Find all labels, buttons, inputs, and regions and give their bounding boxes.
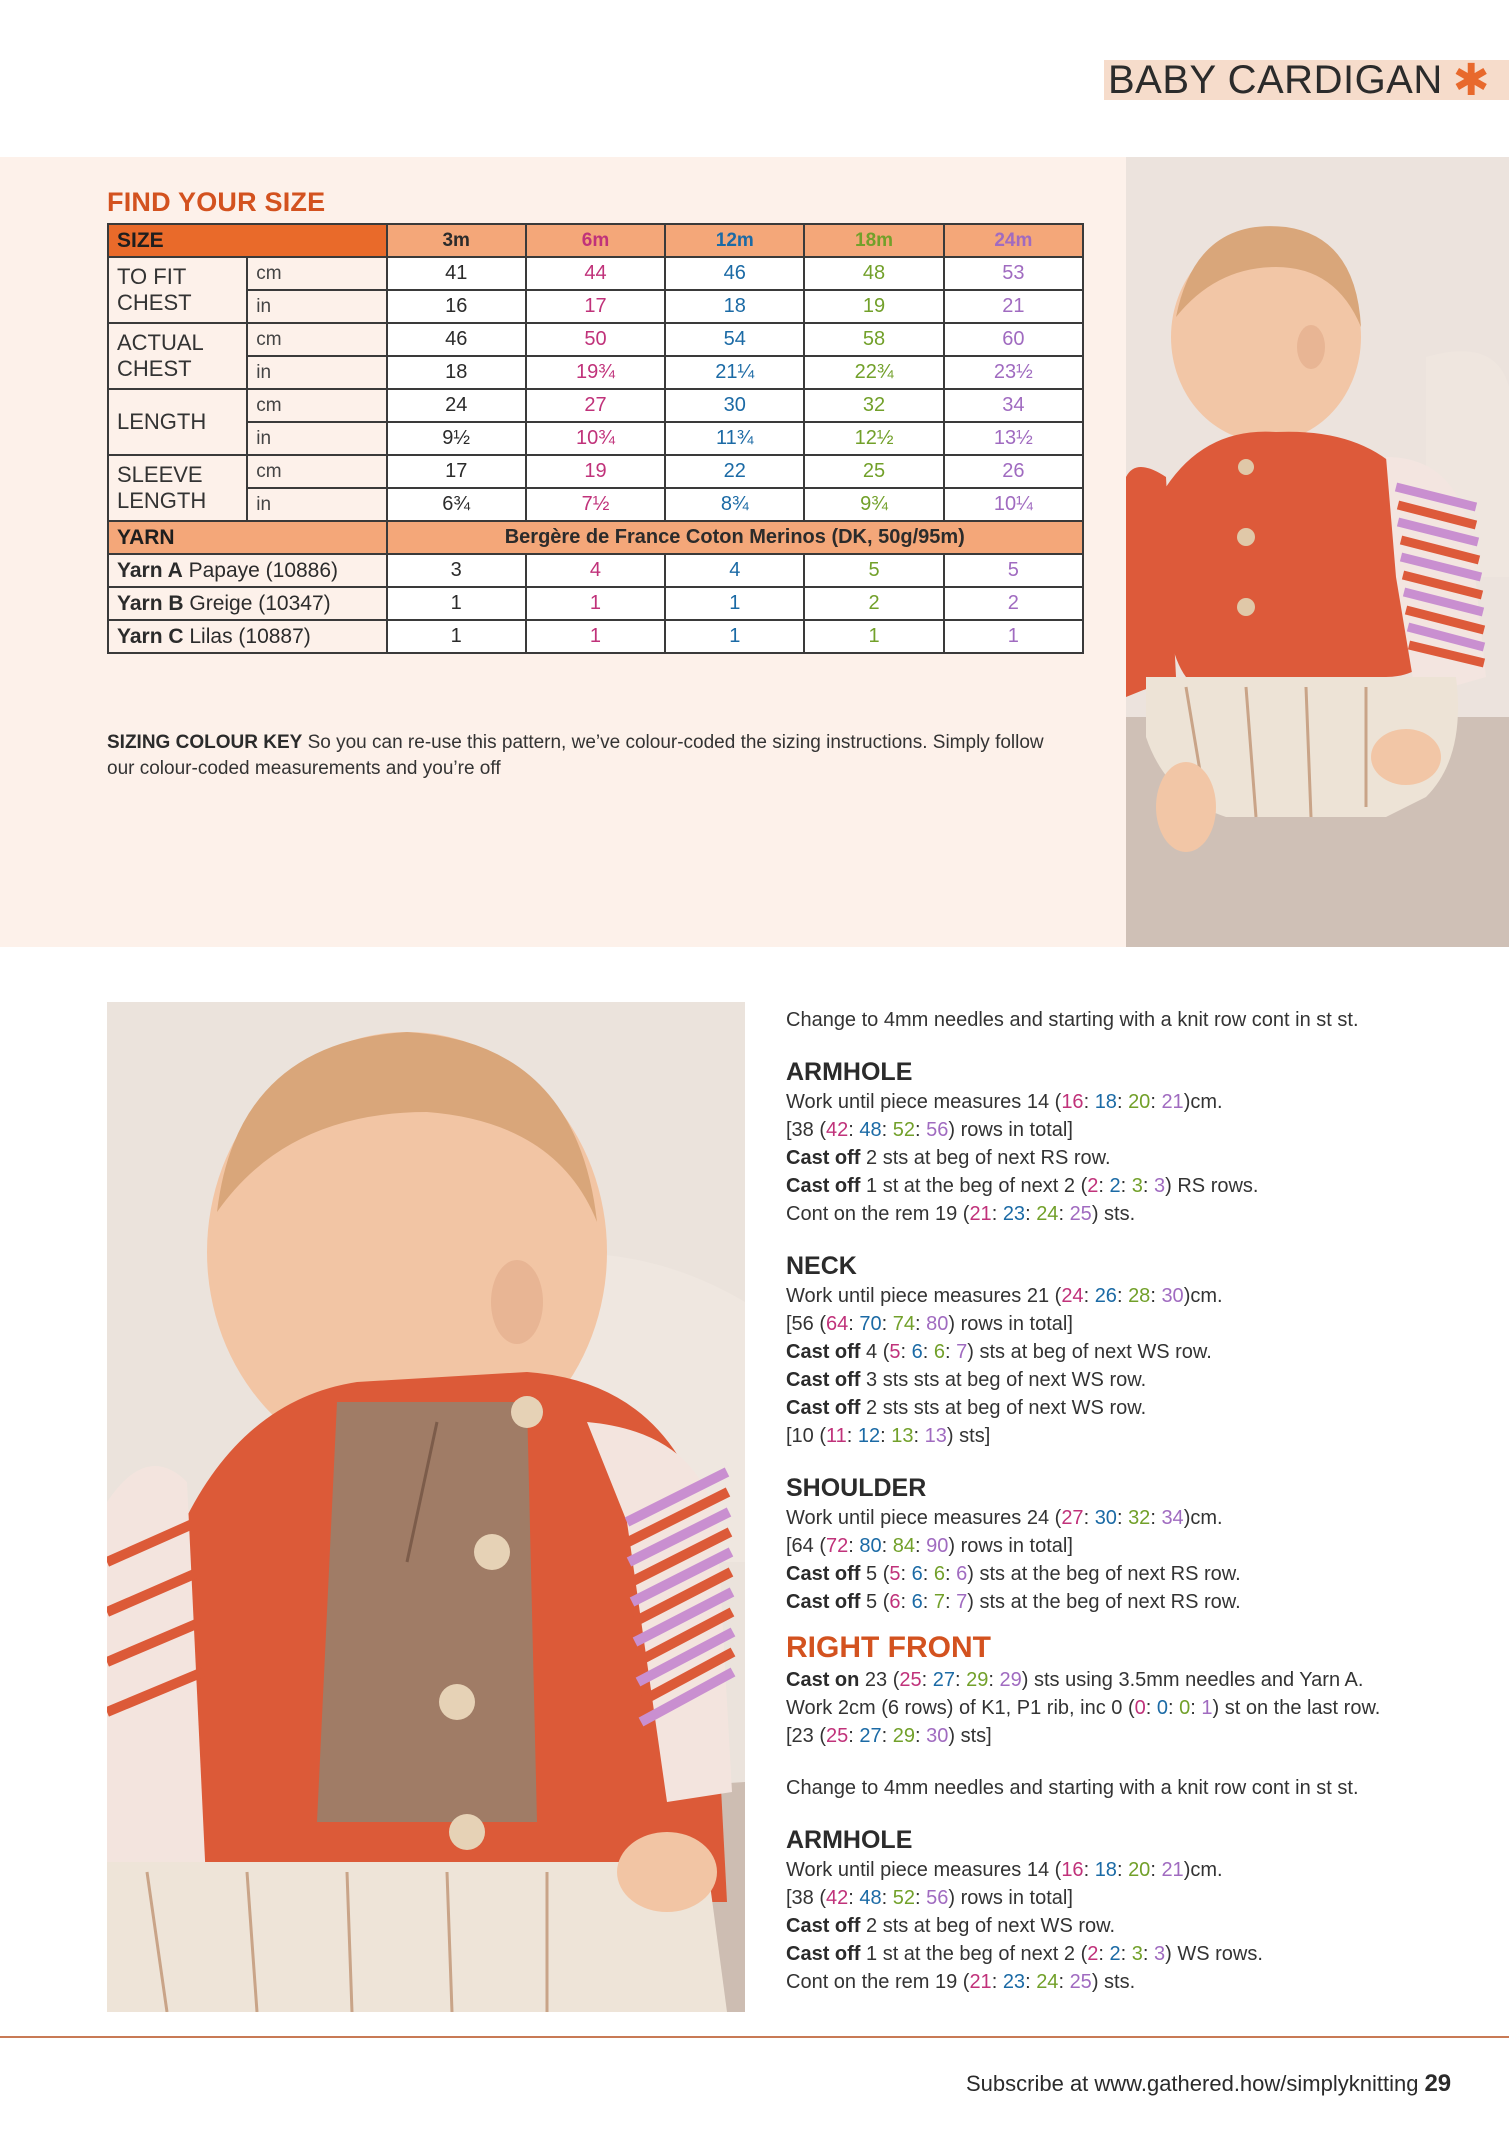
table-cell: 60 xyxy=(944,323,1083,356)
instruction-line: [10 (11: 12: 13: 13) sts] xyxy=(786,1425,991,1447)
table-cell: 24 xyxy=(387,389,526,422)
table-cell: 1 xyxy=(526,587,665,620)
section-heading: ARMHOLE xyxy=(786,1826,913,1854)
size-col-header: 12m xyxy=(665,224,804,257)
table-cell: 10¾ xyxy=(526,422,665,455)
table-cell: 22¾ xyxy=(804,356,943,389)
table-cell: 50 xyxy=(526,323,665,356)
instruction-line: Work until piece measures 14 (16: 18: 20: 21)cm. xyxy=(786,1859,1223,1881)
yarn-brand: Bergère de France Coton Merinos (DK, 50g/95m) xyxy=(387,521,1083,554)
instruction-line: Cast off 1 st at the beg of next 2 (2: 2: 3: 3) RS rows. xyxy=(786,1175,1259,1197)
table-cell: 19 xyxy=(526,455,665,488)
table-cell: 17 xyxy=(387,455,526,488)
instruction-line: Work until piece measures 14 (16: 18: 20: 21)cm. xyxy=(786,1091,1223,1113)
yarn-label: Yarn B Greige (10347) xyxy=(108,587,387,620)
baby-photo-side xyxy=(1126,157,1509,947)
table-cell: 27 xyxy=(526,389,665,422)
table-cell: 41 xyxy=(387,257,526,290)
instruction-line: Cast off 4 (5: 6: 6: 7) sts at beg of next WS row. xyxy=(786,1341,1212,1363)
instruction-line: Change to 4mm needles and starting with a knit row cont in st st. xyxy=(786,1009,1359,1031)
table-cell: 30 xyxy=(665,389,804,422)
table-cell: 1 xyxy=(526,620,665,653)
instruction-line: Cast off 2 sts at beg of next WS row. xyxy=(786,1915,1116,1937)
measurement-label: SLEEVE LENGTH xyxy=(108,455,247,521)
size-col-header: 18m xyxy=(804,224,943,257)
size-col-header: 24m xyxy=(944,224,1083,257)
section-heading: ARMHOLE xyxy=(786,1058,913,1086)
unit-label: in xyxy=(247,422,386,455)
measurement-label: TO FIT CHEST xyxy=(108,257,247,323)
table-cell: 23½ xyxy=(944,356,1083,389)
instruction-line: Cast off 2 sts sts at beg of next WS row. xyxy=(786,1397,1147,1419)
table-cell: 4 xyxy=(665,554,804,587)
instruction-line: Cast off 5 (5: 6: 6: 6) sts at the beg of next RS row. xyxy=(786,1563,1241,1585)
page-number: 29 xyxy=(1424,2070,1452,2097)
table-cell: 10¼ xyxy=(944,488,1083,521)
instruction-line: Cast on 23 (25: 27: 29: 29) sts using 3.5mm needles and Yarn A. xyxy=(786,1669,1364,1691)
section-heading: RIGHT FRONT xyxy=(786,1631,991,1664)
instruction-line: [38 (42: 48: 52: 56) rows in total] xyxy=(786,1119,1073,1141)
table-cell: 1 xyxy=(665,587,804,620)
asterisk-icon: ✱ xyxy=(1452,56,1491,105)
instruction-line: Cast off 3 sts sts at beg of next WS row. xyxy=(786,1369,1147,1391)
instruction-line: [23 (25: 27: 29: 30) sts] xyxy=(786,1725,992,1747)
instruction-line: Change to 4mm needles and starting with a knit row cont in st st. xyxy=(786,1777,1359,1799)
table-cell: 18 xyxy=(387,356,526,389)
measurement-label: LENGTH xyxy=(108,389,247,455)
table-cell: 7½ xyxy=(526,488,665,521)
instruction-line: Cast off 5 (6: 6: 7: 7) sts at the beg of next RS row. xyxy=(786,1591,1241,1613)
table-cell: 18 xyxy=(665,290,804,323)
table-cell: 1 xyxy=(944,620,1083,653)
table-cell: 21¼ xyxy=(665,356,804,389)
table-cell: 5 xyxy=(804,554,943,587)
table-cell: 54 xyxy=(665,323,804,356)
table-cell: 32 xyxy=(804,389,943,422)
instruction-line: [56 (64: 70: 74: 80) rows in total] xyxy=(786,1313,1073,1335)
unit-label: cm xyxy=(247,323,386,356)
table-cell: 21 xyxy=(944,290,1083,323)
subscribe-link[interactable]: Subscribe at www.gathered.how/simplyknitting xyxy=(966,2071,1419,2096)
size-col-header: 6m xyxy=(526,224,665,257)
sizing-colour-key: SIZING COLOUR KEY So you can re-use this pattern, we’ve colour-coded the sizing instructions. Simply follow our colour-coded measurements and you’re off xyxy=(107,732,1044,779)
size-col-header: 3m xyxy=(387,224,526,257)
table-cell: 53 xyxy=(944,257,1083,290)
table-cell: 19 xyxy=(804,290,943,323)
table-cell: 3 xyxy=(387,554,526,587)
table-cell: 26 xyxy=(944,455,1083,488)
table-cell: 46 xyxy=(665,257,804,290)
table-cell: 19¾ xyxy=(526,356,665,389)
unit-label: in xyxy=(247,290,386,323)
instruction-line: Cont on the rem 19 (21: 23: 24: 25) sts. xyxy=(786,1971,1136,1993)
footer xyxy=(966,2070,1451,2098)
table-cell: 8¾ xyxy=(665,488,804,521)
section-heading: SHOULDER xyxy=(786,1474,927,1502)
instruction-line: Work until piece measures 21 (24: 26: 28: 30)cm. xyxy=(786,1285,1223,1307)
table-cell: 9¾ xyxy=(804,488,943,521)
table-cell: 1 xyxy=(387,620,526,653)
instruction-line: Cast off 2 sts at beg of next RS row. xyxy=(786,1147,1111,1169)
table-cell: 1 xyxy=(804,620,943,653)
table-cell: 58 xyxy=(804,323,943,356)
table-cell: 5 xyxy=(944,554,1083,587)
unit-label: cm xyxy=(247,389,386,422)
find-your-size-heading: FIND YOUR SIZE xyxy=(107,187,326,217)
table-cell: 13½ xyxy=(944,422,1083,455)
table-cell: 1 xyxy=(387,587,526,620)
table-cell: 22 xyxy=(665,455,804,488)
table-cell: 16 xyxy=(387,290,526,323)
size-table xyxy=(107,223,1084,654)
table-cell: 2 xyxy=(804,587,943,620)
table-cell: 4 xyxy=(526,554,665,587)
pattern-instructions xyxy=(786,1006,1486,1996)
page-section-title: BABY CARDIGAN ✱ xyxy=(1108,56,1491,105)
instruction-line: Work until piece measures 24 (27: 30: 32: 34)cm. xyxy=(786,1507,1223,1529)
table-cell: 44 xyxy=(526,257,665,290)
table-cell: 2 xyxy=(944,587,1083,620)
table-cell: 11¾ xyxy=(665,422,804,455)
table-cell: 46 xyxy=(387,323,526,356)
table-cell: 48 xyxy=(804,257,943,290)
instruction-line: Cont on the rem 19 (21: 23: 24: 25) sts. xyxy=(786,1203,1136,1225)
table-cell: 6¾ xyxy=(387,488,526,521)
table-cell: 1 xyxy=(665,620,804,653)
instruction-line: Cast off 1 st at the beg of next 2 (2: 2: 3: 3) WS rows. xyxy=(786,1943,1263,1965)
size-header: SIZE xyxy=(108,224,387,257)
table-cell: 17 xyxy=(526,290,665,323)
section-heading: NECK xyxy=(786,1252,857,1280)
table-cell: 12½ xyxy=(804,422,943,455)
unit-label: in xyxy=(247,356,386,389)
unit-label: cm xyxy=(247,257,386,290)
instruction-line: [64 (72: 80: 84: 90) rows in total] xyxy=(786,1535,1073,1557)
footer-divider xyxy=(0,2036,1509,2038)
yarn-label: Yarn A Papaye (10886) xyxy=(108,554,387,587)
baby-photo-front xyxy=(107,1002,745,2012)
unit-label: in xyxy=(247,488,386,521)
yarn-header: YARN xyxy=(108,521,387,554)
measurement-label: ACTUAL CHEST xyxy=(108,323,247,389)
yarn-label: Yarn C Lilas (10887) xyxy=(108,620,387,653)
instruction-line: [38 (42: 48: 52: 56) rows in total] xyxy=(786,1887,1073,1909)
table-cell: 9½ xyxy=(387,422,526,455)
unit-label: cm xyxy=(247,455,386,488)
table-cell: 34 xyxy=(944,389,1083,422)
instruction-line: Work 2cm (6 rows) of K1, P1 rib, inc 0 (0: 0: 0: 1) st on the last row. xyxy=(786,1697,1381,1719)
table-cell: 25 xyxy=(804,455,943,488)
